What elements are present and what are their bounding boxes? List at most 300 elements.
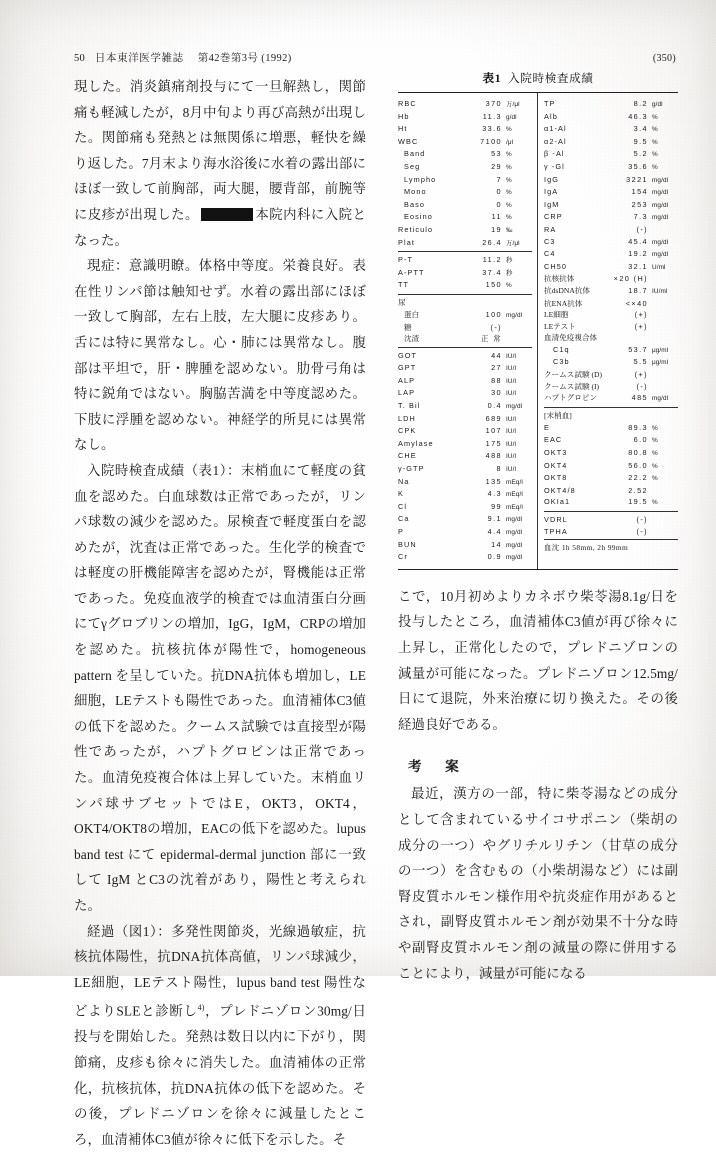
lab-row bbox=[398, 174, 532, 187]
lab-row-label: OKT3 bbox=[544, 448, 568, 458]
lab-row-label: IgA bbox=[544, 187, 559, 197]
lab-row-value: 0.4 bbox=[487, 401, 502, 411]
lab-row bbox=[398, 309, 532, 322]
lab-row-value: 22.2 bbox=[628, 473, 648, 483]
lab-row-unit: mg/dl bbox=[652, 238, 669, 246]
lab-row-unit: IU/l bbox=[506, 365, 516, 373]
lab-row-label: Alb bbox=[544, 111, 558, 121]
right-section-text bbox=[398, 781, 678, 986]
paragraph-text: ，プレドニゾロン30mg/日投与を開始した。発熱は数日以内に下がり，関節痛，皮疹も徐々に消失した。血清補体の正常化，抗核抗体，抗DNA抗体の低下を認めた。その後，プレドニゾロンを徐々に減量したところ，血清補体C3値が徐々に低下を示した。そ bbox=[74, 1003, 366, 1147]
lab-row-label: CRP bbox=[544, 212, 563, 222]
lab-row bbox=[398, 425, 532, 438]
lab-row-label: ハプトグロビン bbox=[544, 393, 598, 403]
lab-row bbox=[544, 111, 678, 124]
lab-row-label: ALP bbox=[398, 375, 416, 385]
lab-row-unit: % bbox=[652, 151, 658, 159]
lab-row bbox=[398, 387, 532, 400]
lab-row bbox=[398, 186, 532, 199]
lab-row-label: 沈渣 bbox=[404, 334, 420, 344]
lab-row-value: 135 bbox=[485, 476, 502, 486]
lab-row-label: 抗核抗体 bbox=[544, 274, 575, 284]
lab-row-label: Seg bbox=[404, 161, 421, 171]
lab-row bbox=[398, 322, 532, 334]
lab-row-unit: 秒 bbox=[506, 257, 513, 265]
lab-row-label: LAP bbox=[398, 388, 416, 398]
lab-row-label: BUN bbox=[398, 539, 417, 549]
lab-block-urine bbox=[398, 294, 532, 347]
lab-row-unit: 秒 bbox=[506, 269, 513, 277]
lab-row-label: Plat bbox=[398, 237, 415, 247]
lab-row-value: 19.2 bbox=[628, 249, 648, 259]
lab-row bbox=[544, 298, 678, 310]
lab-row-label: C4 bbox=[544, 249, 556, 259]
lab-row-value: (+) bbox=[634, 321, 648, 331]
lab-row-value: 107 bbox=[485, 426, 502, 436]
lab-row-unit: % bbox=[652, 113, 658, 121]
lab-row-label: 抗dsDNA抗体 bbox=[544, 285, 590, 295]
lab-row bbox=[544, 161, 678, 174]
lab-row bbox=[544, 309, 678, 321]
lab-row-label: Cr bbox=[398, 552, 408, 562]
lab-row bbox=[398, 211, 532, 224]
paragraph-p-kanebo: こで，10月初めよりカネボウ柴苓湯8.1g/日を投与したところ，血清補体C3値が再び徐々に上昇し，正常化したので，プレドニゾロンの減量が可能になった。プレドニゾロン12.5mg/日にて退院，外来治療に切り換えた。その後経過良好である。 bbox=[398, 588, 678, 732]
lab-row-value: 11.3 bbox=[482, 111, 502, 121]
lab-row-value: 4.4 bbox=[487, 527, 502, 536]
lab-row-unit: 万/μl bbox=[506, 239, 520, 247]
lab-row-value: 33.6 bbox=[482, 124, 502, 134]
lab-block-serology bbox=[544, 511, 678, 539]
lab-row-unit: % bbox=[652, 126, 658, 134]
lab-row bbox=[398, 136, 532, 149]
lab-row-label: Na bbox=[398, 476, 410, 486]
lab-row-label: Hb bbox=[398, 111, 410, 121]
lab-row bbox=[398, 279, 532, 292]
left-text-column bbox=[74, 74, 366, 1152]
lab-row bbox=[398, 476, 532, 489]
lab-block-coagulation bbox=[398, 251, 532, 294]
lab-row-unit: mg/dl bbox=[506, 516, 523, 524]
lab-row bbox=[398, 501, 532, 514]
lab-row-label: 血清免疫複合体 bbox=[544, 333, 598, 343]
lab-row bbox=[544, 174, 678, 187]
lab-row bbox=[398, 450, 532, 463]
lab-row bbox=[544, 199, 678, 212]
lab-row-label: LEテスト bbox=[544, 321, 576, 331]
lab-row bbox=[398, 98, 532, 111]
lab-block-biochemistry bbox=[398, 347, 532, 566]
lab-row bbox=[544, 236, 678, 249]
lab-row bbox=[544, 526, 678, 538]
lab-row-value: <×40 bbox=[625, 298, 648, 308]
lab-row-label: 抗ENA抗体 bbox=[544, 298, 583, 308]
lab-row-value: 53.7 bbox=[628, 344, 648, 354]
lab-row-value: (+) bbox=[634, 310, 648, 320]
lab-row-unit: mg/dl bbox=[652, 189, 669, 197]
paragraph-text: 本院内科に入院となった。 bbox=[74, 206, 366, 248]
right-body-text bbox=[398, 584, 678, 738]
lab-row-label: GPT bbox=[398, 363, 417, 373]
section-heading-kousatsu: 考 案 bbox=[408, 759, 464, 775]
lab-row-unit: % bbox=[506, 176, 512, 184]
lab-row-value: 5.5 bbox=[633, 357, 648, 367]
paragraph-text: 現症：意識明瞭。体格中等度。栄養良好。表在性リンパ節は触知せず。水着の露出部にほぼ一致して胸部，左右上肢，左大腿に皮疹あり。舌には特に異常なし。心・肺には異常なし。腹部は平坦で，肝・脾腫を認めない。肋骨弓角は特に鋭角ではない。胸脇苦満を中等度認めた。下肢に浮腫を認めない。神経学的所見には異常なし。 bbox=[74, 258, 366, 453]
lab-row-unit: % bbox=[652, 437, 658, 445]
lab-row-unit: mg/dl bbox=[652, 214, 669, 222]
lab-row bbox=[544, 273, 678, 285]
lab-row-value: 8 bbox=[496, 464, 502, 474]
lab-row-value: 30 bbox=[491, 388, 502, 398]
lab-row-value: 19.5 bbox=[628, 497, 648, 507]
lab-row-value: 488 bbox=[485, 451, 502, 461]
lab-row-value: 35.6 bbox=[628, 161, 648, 171]
lab-row-value: 11 bbox=[491, 212, 502, 222]
lab-row bbox=[398, 267, 532, 280]
lab-row-value: 150 bbox=[485, 280, 502, 290]
lab-row-unit: mEq/l bbox=[506, 503, 523, 511]
paragraph-text: 経過（図1）：多発性関節炎，光線過敏症，抗核抗体陽性，抗DNA抗体高値，リンパ球減少，LE細胞，LEテスト陽性，lupus band test 陽性などよりSLEと診断し bbox=[74, 923, 366, 1019]
lab-row-value: (-) bbox=[636, 515, 648, 524]
lab-row-value: 19 bbox=[491, 224, 502, 234]
lab-row-value: 689 bbox=[485, 413, 502, 423]
lab-row-value: 46.3 bbox=[628, 111, 648, 121]
lab-row bbox=[544, 392, 678, 405]
paragraph-p-continued bbox=[74, 74, 366, 253]
lab-row-unit: mg/dl bbox=[506, 541, 523, 549]
lab-row-value: 0 bbox=[496, 199, 502, 209]
lab-row bbox=[398, 400, 532, 413]
lab-row bbox=[544, 285, 678, 298]
lab-row-label: 糖 bbox=[404, 322, 412, 332]
lab-row-label: OKT8 bbox=[544, 473, 568, 483]
lab-row bbox=[544, 224, 678, 236]
lab-row-label: P bbox=[398, 527, 404, 536]
lab-row bbox=[544, 460, 678, 473]
volume-issue: 第42巻第3号 (1992) bbox=[197, 53, 292, 64]
lab-row-label: Cl bbox=[398, 501, 408, 511]
paragraph-p-keika bbox=[74, 919, 366, 1152]
lab-row-label: C3b bbox=[553, 357, 570, 367]
lab-row bbox=[544, 261, 678, 274]
lab-row-value: 485 bbox=[631, 393, 648, 403]
lab-row-value: 80.8 bbox=[628, 448, 648, 458]
reference-marker: 4) bbox=[197, 1003, 205, 1013]
lab-row-value: 3.4 bbox=[633, 124, 648, 134]
lab-row bbox=[544, 123, 678, 136]
lab-row bbox=[398, 350, 532, 363]
lab-row bbox=[544, 356, 678, 369]
lab-row-value: 9.1 bbox=[487, 514, 502, 524]
lab-row-value: 37.4 bbox=[482, 267, 502, 277]
lab-row-label: Band bbox=[404, 149, 426, 159]
lab-block-protein-immunology bbox=[544, 96, 678, 407]
lab-row-label: γ-GTP bbox=[398, 464, 425, 474]
lab-wide-row: 血沈 1h 58mm, 2h 99mm bbox=[544, 543, 629, 553]
paragraph-p-nyuuin-kensa bbox=[74, 458, 366, 919]
lab-row-value: 0.9 bbox=[487, 552, 502, 562]
lab-row bbox=[398, 161, 532, 174]
lab-row-unit: IU/ml bbox=[652, 287, 668, 295]
lab-row-value: 14 bbox=[491, 539, 502, 549]
lab-row-unit: IU/l bbox=[506, 466, 516, 474]
lab-row-value: 7100 bbox=[480, 136, 502, 146]
paragraph-text: 現した。消炎鎮痛剤投与にて一旦解熱し，関節痛も軽減したが，8月中旬より再び高熱が出現した。関節痛も発熱とは無関係に増悪，軽快を繰り返した。7月末より海水浴後に水着の露出部にほぼ一致して前胸部，両大腿，腰背部，前腕等に皮疹が出現した。 bbox=[74, 79, 366, 222]
lab-row bbox=[398, 254, 532, 267]
lab-row bbox=[398, 224, 532, 237]
lab-row-unit: % bbox=[506, 126, 512, 134]
lab-row-unit: % bbox=[506, 151, 512, 159]
lab-row-label: T. Bil bbox=[398, 401, 421, 411]
lab-results-table bbox=[398, 92, 678, 570]
lab-row-label: OKIa1 bbox=[544, 497, 571, 507]
lab-row bbox=[398, 551, 532, 564]
table-caption-title: 入院時検査成績 bbox=[508, 72, 594, 85]
lab-row bbox=[544, 496, 678, 509]
lab-row-label: LDH bbox=[398, 413, 416, 423]
lab-row bbox=[544, 136, 678, 149]
lab-row-value: 2.52 bbox=[628, 485, 648, 495]
lab-row-value: 18.7 bbox=[628, 285, 648, 295]
lab-row-unit: % bbox=[652, 138, 658, 146]
lab-row bbox=[398, 199, 532, 212]
lab-block-esr bbox=[544, 539, 678, 556]
lab-row-label: P-T bbox=[398, 255, 414, 265]
lab-row-unit: % bbox=[506, 282, 512, 290]
lab-row bbox=[544, 369, 678, 381]
running-head bbox=[74, 50, 676, 65]
lab-row bbox=[544, 422, 678, 435]
lab-row-label: TP bbox=[544, 99, 556, 108]
lab-row bbox=[544, 381, 678, 393]
folio-number: (350) bbox=[652, 53, 676, 64]
paragraph-p-kousatsu: 最近，漢方の一部，特に柴苓湯などの成分として含まれているサイコサポニン（柴胡の成分の一つ）やグリチルリチン（甘草の成分の一つ）を含むもの（小柴胡湯など）には副腎皮質ホルモン様作用や抗炎症作用があるとされ，副腎皮質ホルモン剤が効果不十分な時や副腎皮質ホルモン剤の減量の際に併用することにより，減量が可能になる bbox=[398, 786, 678, 981]
table-caption-label: 表1 bbox=[482, 72, 502, 85]
lab-row bbox=[398, 375, 532, 388]
lab-row-label: A-PTT bbox=[398, 267, 425, 277]
lab-row-value: 4.3 bbox=[487, 489, 502, 499]
lab-row-unit: IU/l bbox=[506, 440, 516, 448]
lab-row-unit: mg/dl bbox=[652, 201, 669, 209]
lab-row-value: 154 bbox=[631, 187, 648, 197]
lab-row-value: (-) bbox=[636, 381, 648, 391]
lab-row bbox=[544, 148, 678, 161]
lab-row-unit: g/dl bbox=[652, 101, 663, 108]
lab-row bbox=[544, 186, 678, 199]
lab-row-label: クームス試験 (I) bbox=[544, 381, 600, 391]
lab-row-unit: IU/l bbox=[506, 428, 516, 436]
lab-row bbox=[544, 248, 678, 261]
lab-row-unit: IU/l bbox=[506, 377, 516, 385]
lab-row bbox=[398, 463, 532, 476]
lab-row bbox=[544, 472, 678, 485]
lab-row-value: (-) bbox=[636, 224, 648, 234]
paragraph-p-genshou bbox=[74, 253, 366, 458]
lab-row-label: OKT4/8 bbox=[544, 485, 576, 495]
lab-row-value: 29 bbox=[491, 161, 502, 171]
lab-row-value: ×20 (H) bbox=[613, 274, 648, 284]
lab-row-value: 8.2 bbox=[633, 99, 648, 108]
lab-row-unit: % bbox=[652, 163, 658, 171]
lab-row-label: Baso bbox=[404, 199, 426, 209]
lab-row-value: 正 常 bbox=[481, 334, 502, 344]
lab-row-unit: mg/dl bbox=[506, 311, 523, 319]
lab-row-value: 45.4 bbox=[628, 236, 648, 246]
lab-row-unit: mg/dl bbox=[652, 251, 669, 259]
lab-row-unit: IU/l bbox=[506, 415, 516, 423]
lab-row-unit: ‰ bbox=[506, 226, 513, 234]
lab-row-unit: mg/dl bbox=[506, 529, 523, 536]
lab-row bbox=[398, 513, 532, 526]
lab-row-value: 56.0 bbox=[628, 460, 648, 470]
lab-row-value: 9.5 bbox=[633, 136, 648, 146]
lab-row bbox=[398, 438, 532, 451]
lab-row-label: α2-Al bbox=[544, 136, 567, 146]
right-column bbox=[398, 70, 678, 986]
table-caption bbox=[398, 70, 678, 86]
lab-row-unit: % bbox=[652, 462, 658, 470]
lab-row-label: CPK bbox=[398, 426, 417, 436]
lab-row-label: TPHA bbox=[544, 526, 568, 536]
lab-row-label: CHE bbox=[398, 451, 417, 461]
lab-row-label: Mono bbox=[404, 187, 427, 197]
lab-row-label: EAC bbox=[544, 435, 563, 445]
lab-row bbox=[544, 447, 678, 460]
lab-row-unit: mEq/l bbox=[506, 491, 523, 499]
lab-row bbox=[544, 332, 678, 344]
lab-row-value: 88 bbox=[491, 375, 502, 385]
lab-row-label: VDRL bbox=[544, 515, 568, 524]
lab-row bbox=[544, 434, 678, 447]
lab-row-value: 175 bbox=[485, 438, 502, 448]
lab-row bbox=[398, 539, 532, 552]
lab-row-label: GOT bbox=[398, 350, 418, 360]
lab-row-unit: mg/dl bbox=[652, 176, 669, 184]
lab-row-label: OKT4 bbox=[544, 460, 568, 470]
lab-row-label: 蛋白 bbox=[404, 309, 420, 319]
lab-row bbox=[544, 98, 678, 111]
lab-table-left-column bbox=[398, 93, 538, 569]
lab-row-value: 99 bbox=[491, 501, 502, 511]
lab-row-label: CH50 bbox=[544, 261, 568, 271]
lab-row-value: 370 bbox=[485, 99, 502, 108]
lab-table-right-column bbox=[538, 93, 678, 569]
lab-row-unit: g/dl bbox=[506, 113, 517, 121]
lab-row bbox=[544, 514, 678, 526]
lab-row-unit: μg/ml bbox=[652, 346, 669, 354]
lab-row-label: クームス試験 (D) bbox=[544, 370, 603, 380]
page-number: 50 bbox=[74, 53, 85, 64]
lab-row-unit: % bbox=[652, 499, 658, 507]
paragraph-text: 入院時検査成績（表1）：末梢血にて軽度の貧血を認めた。白血球数は正常であったが，リンパ球数の減少を認めた。尿検査で軽度蛋白を認めたが，沈査は正常であった。生化学的検査では軽度の肝機能障害を認めたが，腎機能は正常であった。免疫血液学的検査では血清蛋白分画にてγグロブリンの増加，IgG，IgM，CRPの増加を認めた。抗核抗体が陽性で，homogeneous pattern を呈していた。抗DNA抗体も増加し，LE細胞，LEテストも陽性であった。血清補体C3値の低下を認めた。クームス試験では直接型が陽性であったが，ハプトグロビンは正常であった。血清免疫複合体は上昇していた。末梢血リンパ球サブセットではE，OKT3，OKT4，OKT4/OKT8の増加，EACの低下を認めた。lupus band test にて epidermal-dermal junction 部に一致して IgM とC3の沈着があり，陽性と考えられた。 bbox=[74, 462, 366, 913]
lab-row-label: LE細胞 bbox=[544, 310, 569, 320]
lab-row bbox=[544, 321, 678, 333]
lab-row bbox=[398, 111, 532, 124]
lab-row bbox=[398, 237, 532, 250]
lab-row bbox=[544, 211, 678, 224]
lab-row-label: E bbox=[544, 422, 550, 432]
lab-row-unit: /μl bbox=[506, 138, 514, 146]
lab-row-unit: % bbox=[652, 424, 658, 432]
lab-row-value: 100 bbox=[485, 309, 502, 319]
lab-row-unit: % bbox=[652, 450, 658, 458]
lab-block-hematology bbox=[398, 96, 532, 251]
lab-block-header: 尿 bbox=[398, 297, 406, 307]
lab-row-label: Lympho bbox=[404, 174, 437, 184]
lab-row-unit: % bbox=[506, 214, 512, 222]
lab-row-label: K bbox=[398, 489, 404, 499]
lab-row-value: 3221 bbox=[626, 174, 648, 184]
lab-row-value: 11.2 bbox=[482, 255, 502, 265]
lab-row-label: β -Al bbox=[544, 149, 565, 159]
lab-row-unit: μg/ml bbox=[652, 359, 669, 367]
lab-row-label: Reticulo bbox=[398, 224, 434, 234]
lab-row-label: γ -Gl bbox=[544, 161, 565, 171]
lab-row-unit: IU/l bbox=[506, 390, 516, 398]
lab-row-value: 253 bbox=[631, 199, 648, 209]
lab-row-value: 27 bbox=[491, 363, 502, 373]
lab-row-unit: mg/dl bbox=[652, 395, 669, 403]
lab-row-label: Ca bbox=[398, 514, 410, 524]
lab-row-label: WBC bbox=[398, 136, 419, 146]
lab-row bbox=[398, 123, 532, 136]
lab-row bbox=[398, 148, 532, 161]
lab-row bbox=[398, 362, 532, 375]
lab-row-label: RBC bbox=[398, 99, 417, 108]
lab-row-label: Amylase bbox=[398, 438, 434, 448]
lab-row-unit: % bbox=[506, 189, 512, 197]
lab-row bbox=[544, 344, 678, 357]
lab-row-unit: 万/μl bbox=[506, 101, 520, 108]
lab-row-value: 89.3 bbox=[628, 422, 648, 432]
lab-row bbox=[398, 333, 532, 345]
lab-row-label: Eosino bbox=[404, 212, 433, 222]
lab-row-value: 7 bbox=[496, 174, 502, 184]
lab-row-value: 26.4 bbox=[482, 237, 502, 247]
lab-row-unit: U/ml bbox=[652, 263, 666, 271]
lab-row-unit: % bbox=[506, 201, 512, 209]
lab-row-value: 53 bbox=[491, 149, 502, 159]
lab-row-value: 5.2 bbox=[633, 149, 648, 159]
lab-row bbox=[398, 488, 532, 501]
lab-row-label: IgG bbox=[544, 174, 560, 184]
lab-row-unit: IU/l bbox=[506, 352, 516, 360]
lab-row-label: RA bbox=[544, 224, 557, 234]
lab-block-lymphocyte-subset bbox=[544, 407, 678, 511]
lab-row-unit: mg/dl bbox=[506, 554, 523, 562]
lab-row-unit: mg/dl bbox=[506, 403, 523, 411]
lab-row-value: 32.1 bbox=[628, 261, 648, 271]
redacted-text-block bbox=[201, 208, 253, 221]
lab-row-value: (-) bbox=[636, 526, 648, 536]
running-head-left bbox=[74, 50, 292, 65]
lab-row-unit: mEq/l bbox=[506, 478, 523, 486]
lab-row-label: Ht bbox=[398, 124, 408, 134]
lab-row-label: TT bbox=[398, 280, 410, 290]
lab-row-label: C3 bbox=[544, 236, 556, 246]
lab-row-unit: % bbox=[506, 163, 512, 171]
lab-row-label: α1-Al bbox=[544, 124, 567, 134]
lab-row-value: 7.3 bbox=[633, 212, 648, 222]
lab-row-label: IgM bbox=[544, 199, 560, 209]
lab-row bbox=[398, 526, 532, 539]
lab-row-value: 44 bbox=[491, 350, 502, 360]
lab-block-header: [末梢血] bbox=[544, 410, 572, 420]
lab-row-label: C1q bbox=[553, 344, 570, 354]
table-spacer bbox=[398, 570, 678, 584]
lab-row-unit: % bbox=[652, 475, 658, 483]
lab-row bbox=[544, 485, 678, 497]
lab-row bbox=[398, 413, 532, 426]
journal-title: 日本東洋医学雑誌 bbox=[94, 53, 184, 64]
